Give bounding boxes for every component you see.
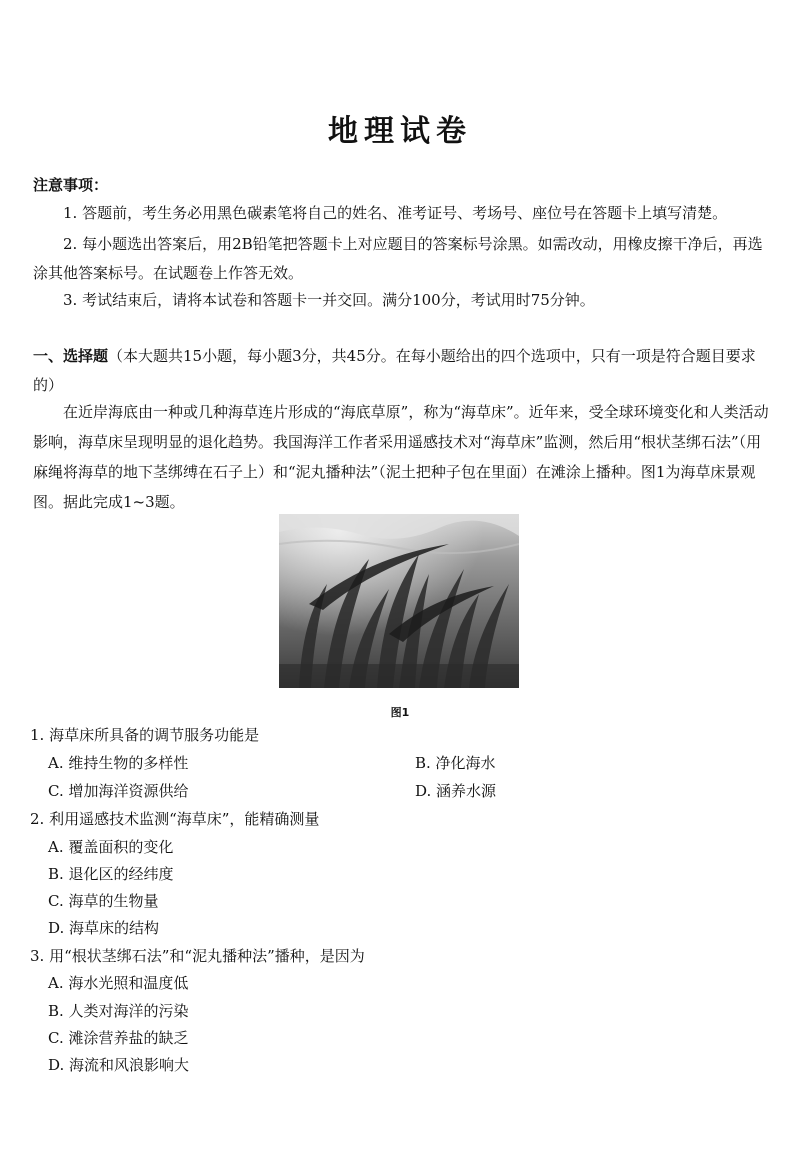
notice-item-text: 1. 答题前，考生务必用黑色碳素笔将自己的姓名、准考证号、考场号、座位号在答题卡上填写清楚。: [63, 204, 728, 222]
question-option: B. 净化海水: [415, 754, 496, 772]
question-stem: 1. 海草床所具备的调节服务功能是: [30, 726, 260, 744]
notice-item-text: 2. 每小题选出答案后，用2B铅笔把答题卡上对应题目的答案标号涂黑。如需改动，用橡皮擦干净后，再选涂其他答案标号。在试题卷上作答无效。: [33, 235, 763, 282]
notice-heading: 注意事项：: [33, 176, 109, 194]
question-option: C. 滩涂营养盐的缺乏: [48, 1029, 189, 1047]
question-stem: 2. 利用遥感技术监测“海草床”，能精确测量: [30, 810, 320, 828]
question-stem: 3. 用“根状茎绑石法”和“泥丸播种法”播种，是因为: [30, 947, 365, 965]
question-option: A. 覆盖面积的变化: [48, 838, 174, 856]
intro-paragraph: 在近岸海底由一种或几种海草连片形成的“海底草原”，称为“海草床”。近年来，受全球环境变化和人类活动影响，海草床呈现明显的退化趋势。我国海洋工作者采用遥感技术对“海草床”监测，然后用“根状茎绑石法”（用麻绳将海草的地下茎绑缚在石子上）和“泥丸播种法”（泥土把种子包在里面）在滩涂上播种。图1为海草床景观图。据此完成1~3题。: [33, 403, 769, 511]
section-header: [33, 342, 773, 400]
seagrass-photo: [279, 514, 519, 688]
question-option: D. 海流和风浪影响大: [48, 1056, 190, 1074]
section-instructions: （本大题共15小题，每小题3分，共45分。在每小题给出的四个选项中，只有一项是符合题目要求的）: [33, 347, 756, 394]
notice-item-1: [33, 199, 773, 228]
section-title: 一、选择题: [33, 347, 109, 365]
question-option: B. 退化区的经纬度: [48, 865, 174, 883]
notice-item-2: [33, 230, 773, 288]
notice-item-text: 3. 考试结束后，请将本试卷和答题卡一并交回。满分100分，考试用时75分钟。: [63, 291, 595, 309]
question-option: A. 维持生物的多样性: [48, 754, 189, 772]
page-title: 地理试卷: [328, 114, 472, 149]
figure-caption: 图1: [390, 706, 410, 719]
question-option: C. 海草的生物量: [48, 892, 159, 910]
notice-item-3: [33, 286, 773, 315]
question-option: B. 人类对海洋的污染: [48, 1002, 189, 1020]
question-option: D. 涵养水源: [415, 782, 497, 800]
question-option: C. 增加海洋资源供给: [48, 782, 189, 800]
question-option: D. 海草床的结构: [48, 919, 160, 937]
question-option: A. 海水光照和温度低: [48, 974, 189, 992]
